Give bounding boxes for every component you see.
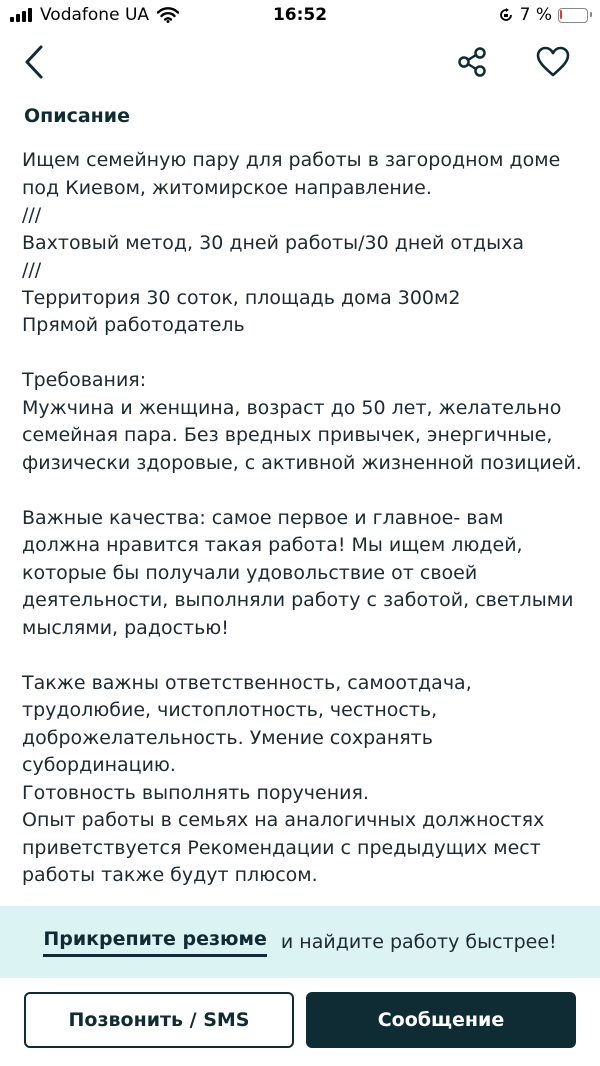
battery-icon [558, 8, 588, 23]
call-sms-button[interactable]: Позвонить / SMS [24, 992, 294, 1048]
orientation-lock-icon [498, 7, 514, 23]
share-icon [456, 46, 488, 78]
favorite-button[interactable] [530, 40, 576, 84]
back-button[interactable] [14, 40, 54, 84]
chevron-left-icon [22, 44, 46, 80]
status-bar [0, 0, 600, 32]
share-button[interactable] [452, 42, 492, 82]
attach-cv-link[interactable]: Прикрепите резюме [43, 928, 267, 957]
heart-icon [535, 46, 571, 78]
battery-level [560, 10, 562, 19]
description-text: Ищем семейную пару для работы в загородном доме под Киевом, житомирское направление. /// Вахтовый метод, 30 дней работы/30 дней отдыха /// Территория 30 соток, площадь дома 300м2 Прямой работодатель Требования: Мужчина и женщина, возраст до 50 лет, желательно семейная пара. Без вредных привычек, энергичные, физически здоровые, с активной жизненной позицией. Важные качества: самое первое и главное- вам должна нравится такая работа! Мы ищем людей, которые бы получали удовольствие от своей деятельности, выполняли работу с заботой, светлыми мыслями, радостью! Также важны ответственность, самоотдача, трудолюбие, чистоплотность, честность, доброжелательность. Умение сохранять субординацию. Готовность выполнять поручения. Опыт работы в семьях на аналогичных должностях приветствуется Рекомендации с предыдущих мест работы также будут плюсом. [22, 149, 582, 886]
message-button[interactable]: Сообщение [306, 992, 576, 1048]
top-bar [0, 34, 600, 90]
section-title: Описание [24, 105, 131, 127]
action-buttons [0, 992, 600, 1052]
status-right [498, 5, 588, 25]
battery-percent: 7 % [519, 5, 552, 25]
carrier-name: Vodafone UA [40, 5, 150, 25]
cv-banner-text: и найдите работу быстрее! [280, 931, 557, 953]
status-time: 16:52 [272, 5, 328, 25]
cv-banner [0, 906, 600, 978]
